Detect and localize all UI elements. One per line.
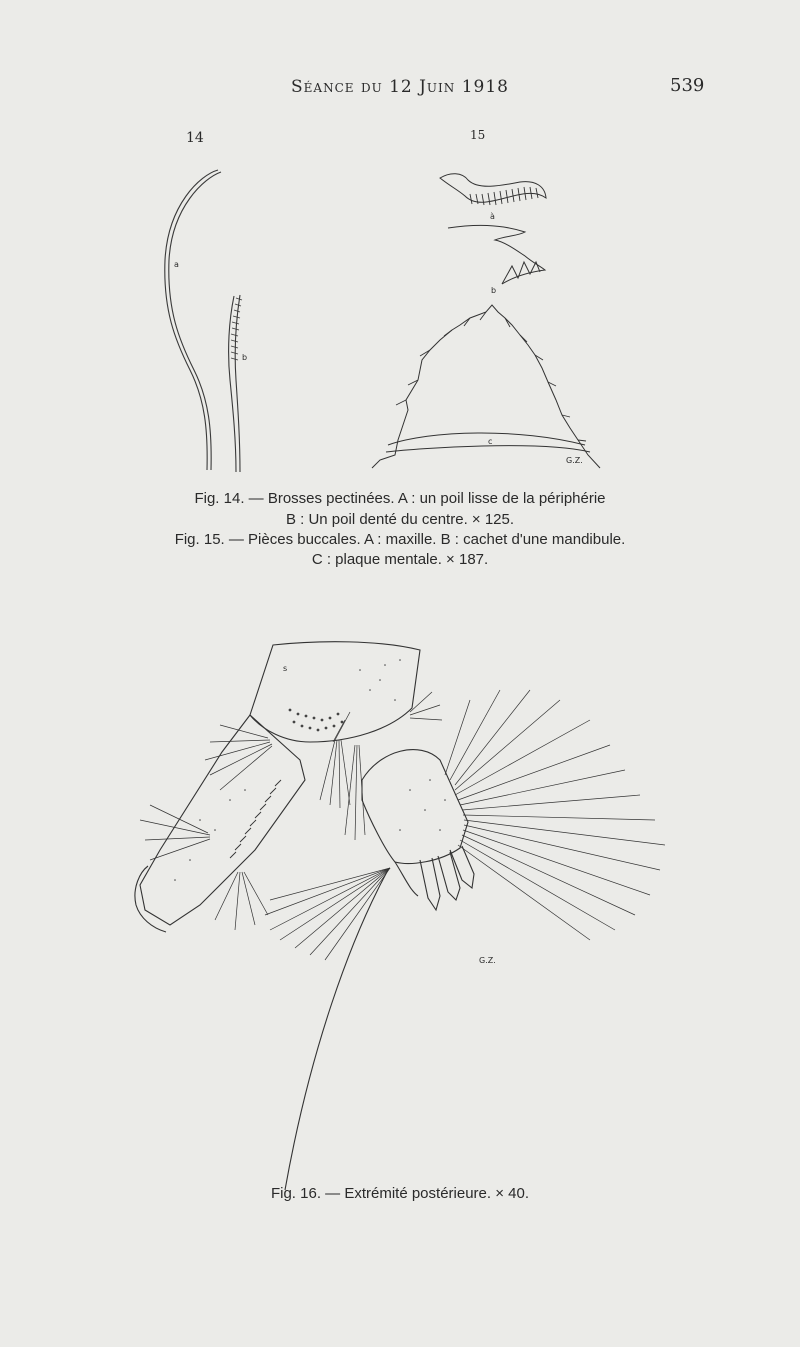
figure-15-caption-line1: Fig. 15. — Pièces buccales. A : maxille. B : cachet d'une mandibule. — [174, 531, 626, 548]
figure-15-label-c: c — [488, 437, 493, 446]
figure-16-signature: G.Z. — [479, 956, 496, 965]
figure-15-label-a: à — [490, 212, 495, 221]
figure-14-label-b: b — [242, 353, 248, 362]
figure-15-caption-line2: C : plaque mentale. × 187. — [311, 551, 489, 568]
figure-16-caption: Fig. 16. — Extrémité postérieure. × 40. — [270, 1185, 530, 1202]
figure-15-label-b: b — [491, 286, 497, 295]
figure-14-label-a: a — [174, 260, 179, 269]
running-title: Séance du 12 Juin 1918 — [291, 77, 509, 97]
figure-15-number: 15 — [470, 128, 486, 142]
figure-14-number: 14 — [186, 130, 204, 146]
figure-16-label-s: s — [283, 664, 288, 673]
figure-15-signature: G.Z. — [566, 456, 583, 465]
page-number: 539 — [670, 75, 705, 96]
figure-14-caption-line2: B : Un poil denté du centre. × 125. — [285, 511, 515, 528]
figure-14-caption-line1: Fig. 14. — Brosses pectinées. A : un poil lisse de la périphérie — [194, 490, 606, 507]
